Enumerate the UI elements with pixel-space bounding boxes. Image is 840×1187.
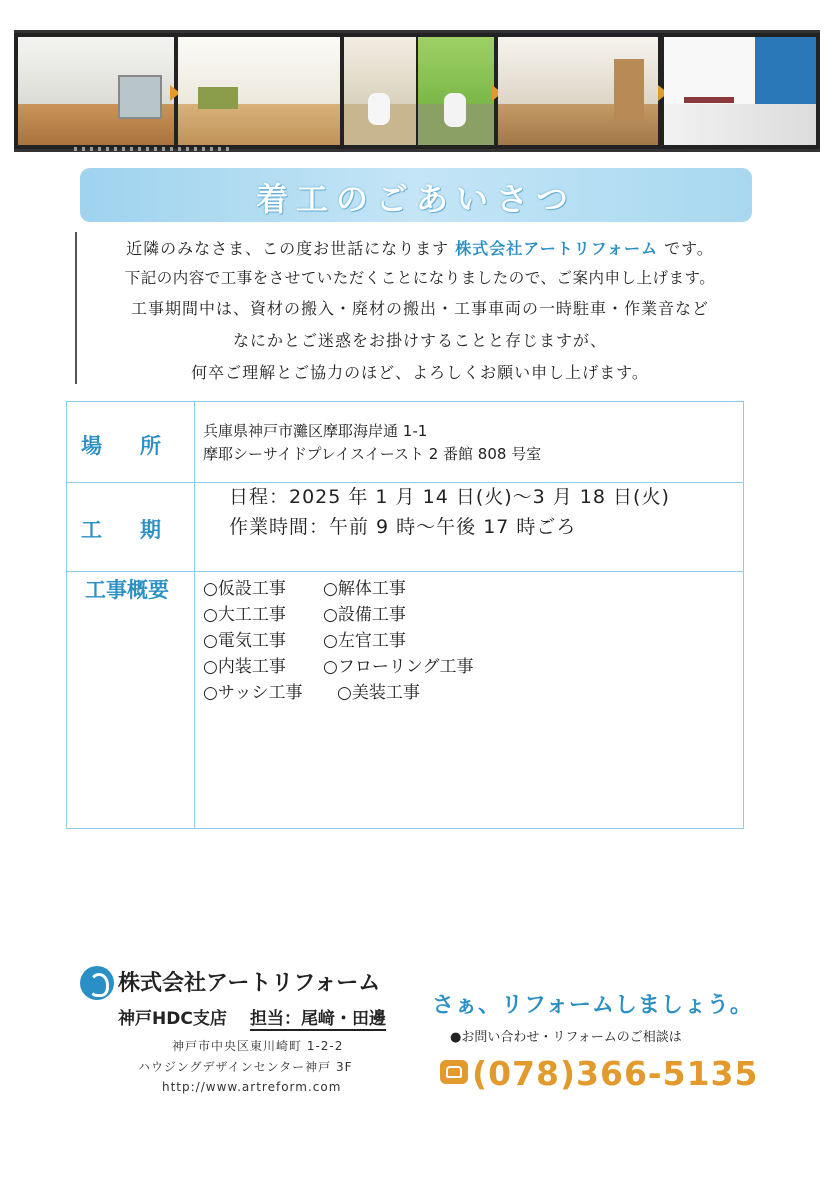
greeting-line-2: 下記の内容で工事をさせていただくことになりましたので、ご案内申し上げます。	[124, 269, 716, 287]
greeting-text: 近隣のみなさま、この度お世話になります	[126, 239, 456, 258]
work-item: ○電気工事	[203, 631, 286, 651]
footer-address-2: ハウジングデザインセンター神戸 3F	[138, 1060, 353, 1074]
greeting-line-5: 何卒ご理解とご協力のほど、よろしくお願い申し上げます。	[191, 363, 649, 382]
footer-person: 担当：尾﨑・田邊	[250, 1004, 386, 1031]
work-item: ○フローリング工事	[323, 657, 474, 677]
slogan: さぁ、リフォームしましょう。	[432, 993, 753, 1018]
divider	[194, 402, 195, 828]
location-address: 兵庫県神戸市灘区摩耶海岸通 1-1	[203, 422, 428, 440]
work-item: ○解体工事	[323, 579, 406, 599]
work-item: ○大工工事	[203, 605, 286, 625]
room-photo-dining	[498, 37, 658, 145]
footer-url[interactable]: http://www.artreform.com	[162, 1080, 342, 1094]
inquiry-text: ●お問い合わせ・リフォームのご相談は	[450, 1030, 682, 1045]
room-photo-living	[18, 37, 174, 145]
work-item: ○美装工事	[337, 683, 420, 703]
greeting-text: です。	[658, 239, 714, 258]
page-title: 着工のごあいさつ	[255, 180, 576, 218]
footer-address-1: 神戸市中央区東川崎町 1-2-2	[172, 1039, 344, 1053]
summary-label: 工事概要	[85, 578, 169, 602]
work-item: ○左官工事	[323, 631, 406, 651]
work-item: ○設備工事	[323, 605, 406, 625]
period-hours: 作業時間：午前 9 時～午後 17 時ごろ	[229, 516, 577, 538]
location-building: 摩耶シーサイドプレイスイースト 2 番館 808 号室	[203, 445, 542, 463]
room-photo-toilet-after	[418, 37, 494, 145]
greeting-line-3: 工事期間中は、資材の搬入・廃材の搬出・工事車両の一時駐車・作業音など	[130, 299, 709, 318]
room-photo-toilet-before	[344, 37, 416, 145]
work-item: ○サッシ工事	[203, 683, 303, 703]
divider	[75, 232, 77, 384]
work-item: ○内装工事	[203, 657, 286, 677]
period-schedule: 日程：2025 年 1 月 14 日(火)～3 月 18 日(火)	[229, 486, 670, 508]
photo-strip	[14, 30, 820, 152]
divider	[74, 147, 234, 151]
company-logo-icon	[80, 966, 114, 1000]
greeting-line-1	[80, 236, 760, 259]
work-item: ○仮設工事	[203, 579, 286, 599]
greeting-line-4: なにかとご迷惑をお掛けすることと存じますが、	[232, 331, 607, 350]
divider	[67, 571, 743, 572]
company-name-highlight: 株式会社アートリフォーム	[455, 239, 658, 258]
location-label: 場所	[81, 434, 199, 458]
footer-company-name: 株式会社アートリフォーム	[118, 971, 381, 996]
footer-branch: 神戸HDC支店	[118, 1009, 227, 1029]
room-photo-modern	[664, 37, 816, 145]
period-label: 工期	[81, 518, 199, 542]
phone-icon	[440, 1060, 468, 1084]
room-photo-kitchen	[178, 37, 340, 145]
phone-number[interactable]: (078)366-5135	[472, 1054, 759, 1093]
info-table	[66, 401, 744, 829]
title-banner	[80, 168, 752, 222]
